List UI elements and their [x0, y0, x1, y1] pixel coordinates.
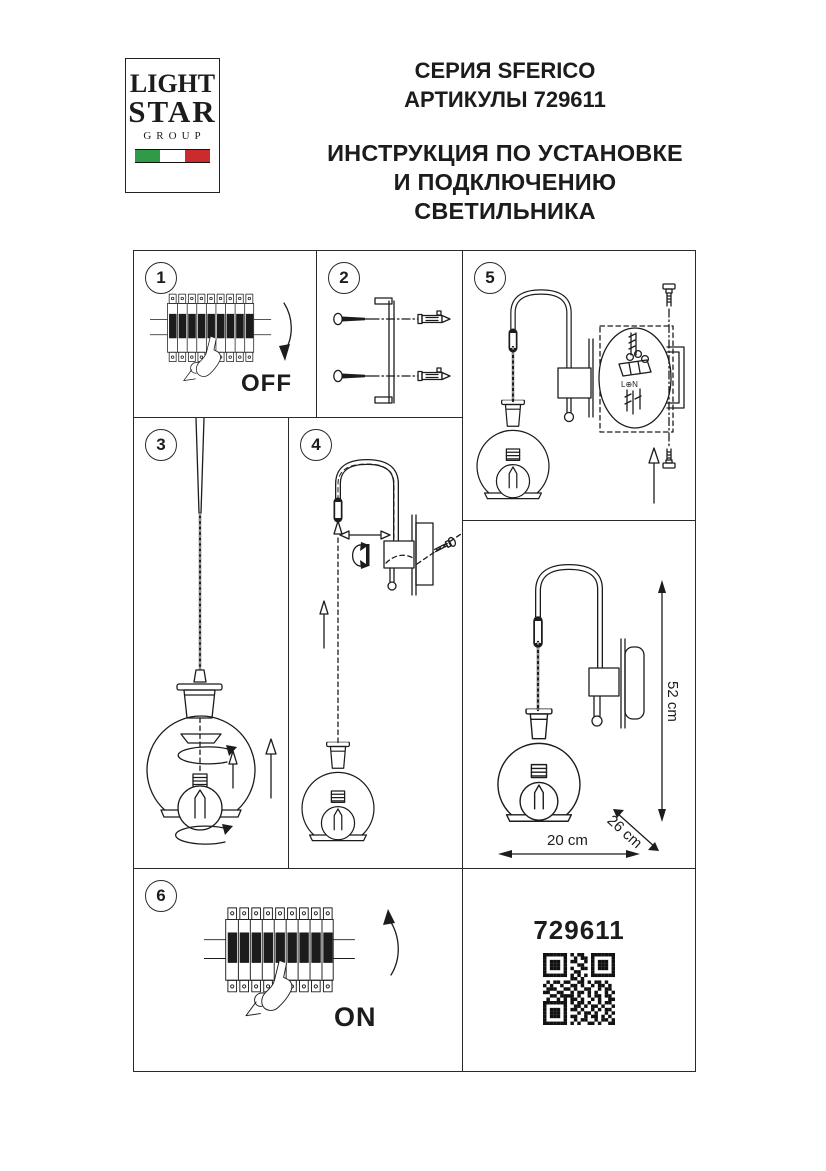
step-5-panel	[462, 250, 696, 521]
instruction-title	[305, 139, 705, 226]
document-header	[305, 56, 705, 226]
italian-flag-stripe	[135, 149, 210, 163]
series-line: СЕРИЯ SFERICO	[414, 58, 596, 83]
logo-word-star: STAR	[128, 94, 217, 129]
logo-word-group: GROUP	[143, 130, 206, 142]
step-4-illustration	[289, 418, 461, 867]
flag-red-segment	[185, 150, 210, 162]
mounting-bracket-drawing	[375, 298, 394, 403]
step-6-number: 6	[156, 886, 166, 905]
step-4-panel	[288, 417, 463, 869]
lightstar-logo	[125, 58, 220, 193]
off-label: OFF	[241, 370, 292, 397]
pendant-cord-drawing	[177, 418, 222, 718]
step-6-badge	[145, 880, 177, 912]
dimensions-panel	[462, 520, 696, 869]
step-1-badge	[145, 262, 177, 294]
step-2-badge	[328, 262, 360, 294]
rotate-down-arrow	[279, 303, 291, 361]
flag-white-segment	[160, 150, 185, 162]
up-arrow-small	[229, 751, 237, 788]
title-line-1: ИНСТРУКЦИЯ ПО УСТАНОВКЕ	[327, 140, 683, 166]
flag-green-segment	[135, 150, 160, 162]
gooseneck-arm-drawing	[338, 462, 396, 541]
article-number: 729611	[533, 915, 625, 945]
step-3-illustration	[134, 418, 287, 867]
step-6-illustration	[134, 869, 461, 1070]
wall-anchor-drawing	[418, 311, 450, 381]
rotate-up-arrow	[383, 909, 398, 975]
up-arrow-large	[266, 739, 276, 798]
step-5-badge	[474, 262, 506, 294]
step-4-number: 4	[311, 435, 321, 454]
depth-dimension-label: 26 cm	[603, 812, 646, 852]
rotate-arrow-upper	[178, 745, 237, 764]
terminal-detail-magnifier	[599, 326, 673, 432]
logo-word-light: LIGHT	[129, 69, 216, 98]
qr-code	[543, 953, 615, 1025]
wall-plate-drawing	[384, 515, 433, 595]
article-qr-panel	[462, 868, 696, 1072]
height-dimension-label: 52 cm	[664, 681, 681, 722]
step-3-number: 3	[156, 435, 166, 454]
step-2-panel	[316, 250, 463, 418]
step-3-panel	[133, 417, 289, 869]
step-2-number: 2	[339, 268, 349, 287]
mounting-screw-bottom	[663, 449, 675, 468]
step-5-number: 5	[485, 268, 495, 287]
width-dimension-arrow	[498, 850, 640, 858]
width-dimension-label: 20 cm	[547, 832, 588, 849]
step-1-number: 1	[156, 268, 166, 287]
step-1-panel	[133, 250, 317, 418]
step-4-badge	[300, 429, 332, 461]
bulb-drawing	[178, 774, 222, 830]
fixing-screw-drawing	[417, 534, 461, 564]
dimensions-illustration	[463, 521, 694, 867]
on-label: ON	[334, 1002, 377, 1032]
wall-lamp-drawing	[477, 292, 593, 499]
wall-lamp-drawing	[498, 567, 644, 821]
up-arrow	[649, 448, 659, 503]
step-6-panel	[133, 868, 463, 1072]
articles-line: АРТИКУЛЫ 729611	[404, 87, 606, 112]
terminal-lmn-label: L⊕N	[621, 380, 638, 389]
cord-with-arrows	[320, 521, 342, 743]
title-line-2: И ПОДКЛЮЧЕНИЮ СВЕТИЛЬНИКА	[393, 169, 617, 224]
screw-drawing	[334, 313, 418, 381]
mounting-screw-top	[663, 284, 675, 306]
adjust-arrows	[340, 531, 390, 569]
step-3-badge	[145, 429, 177, 461]
